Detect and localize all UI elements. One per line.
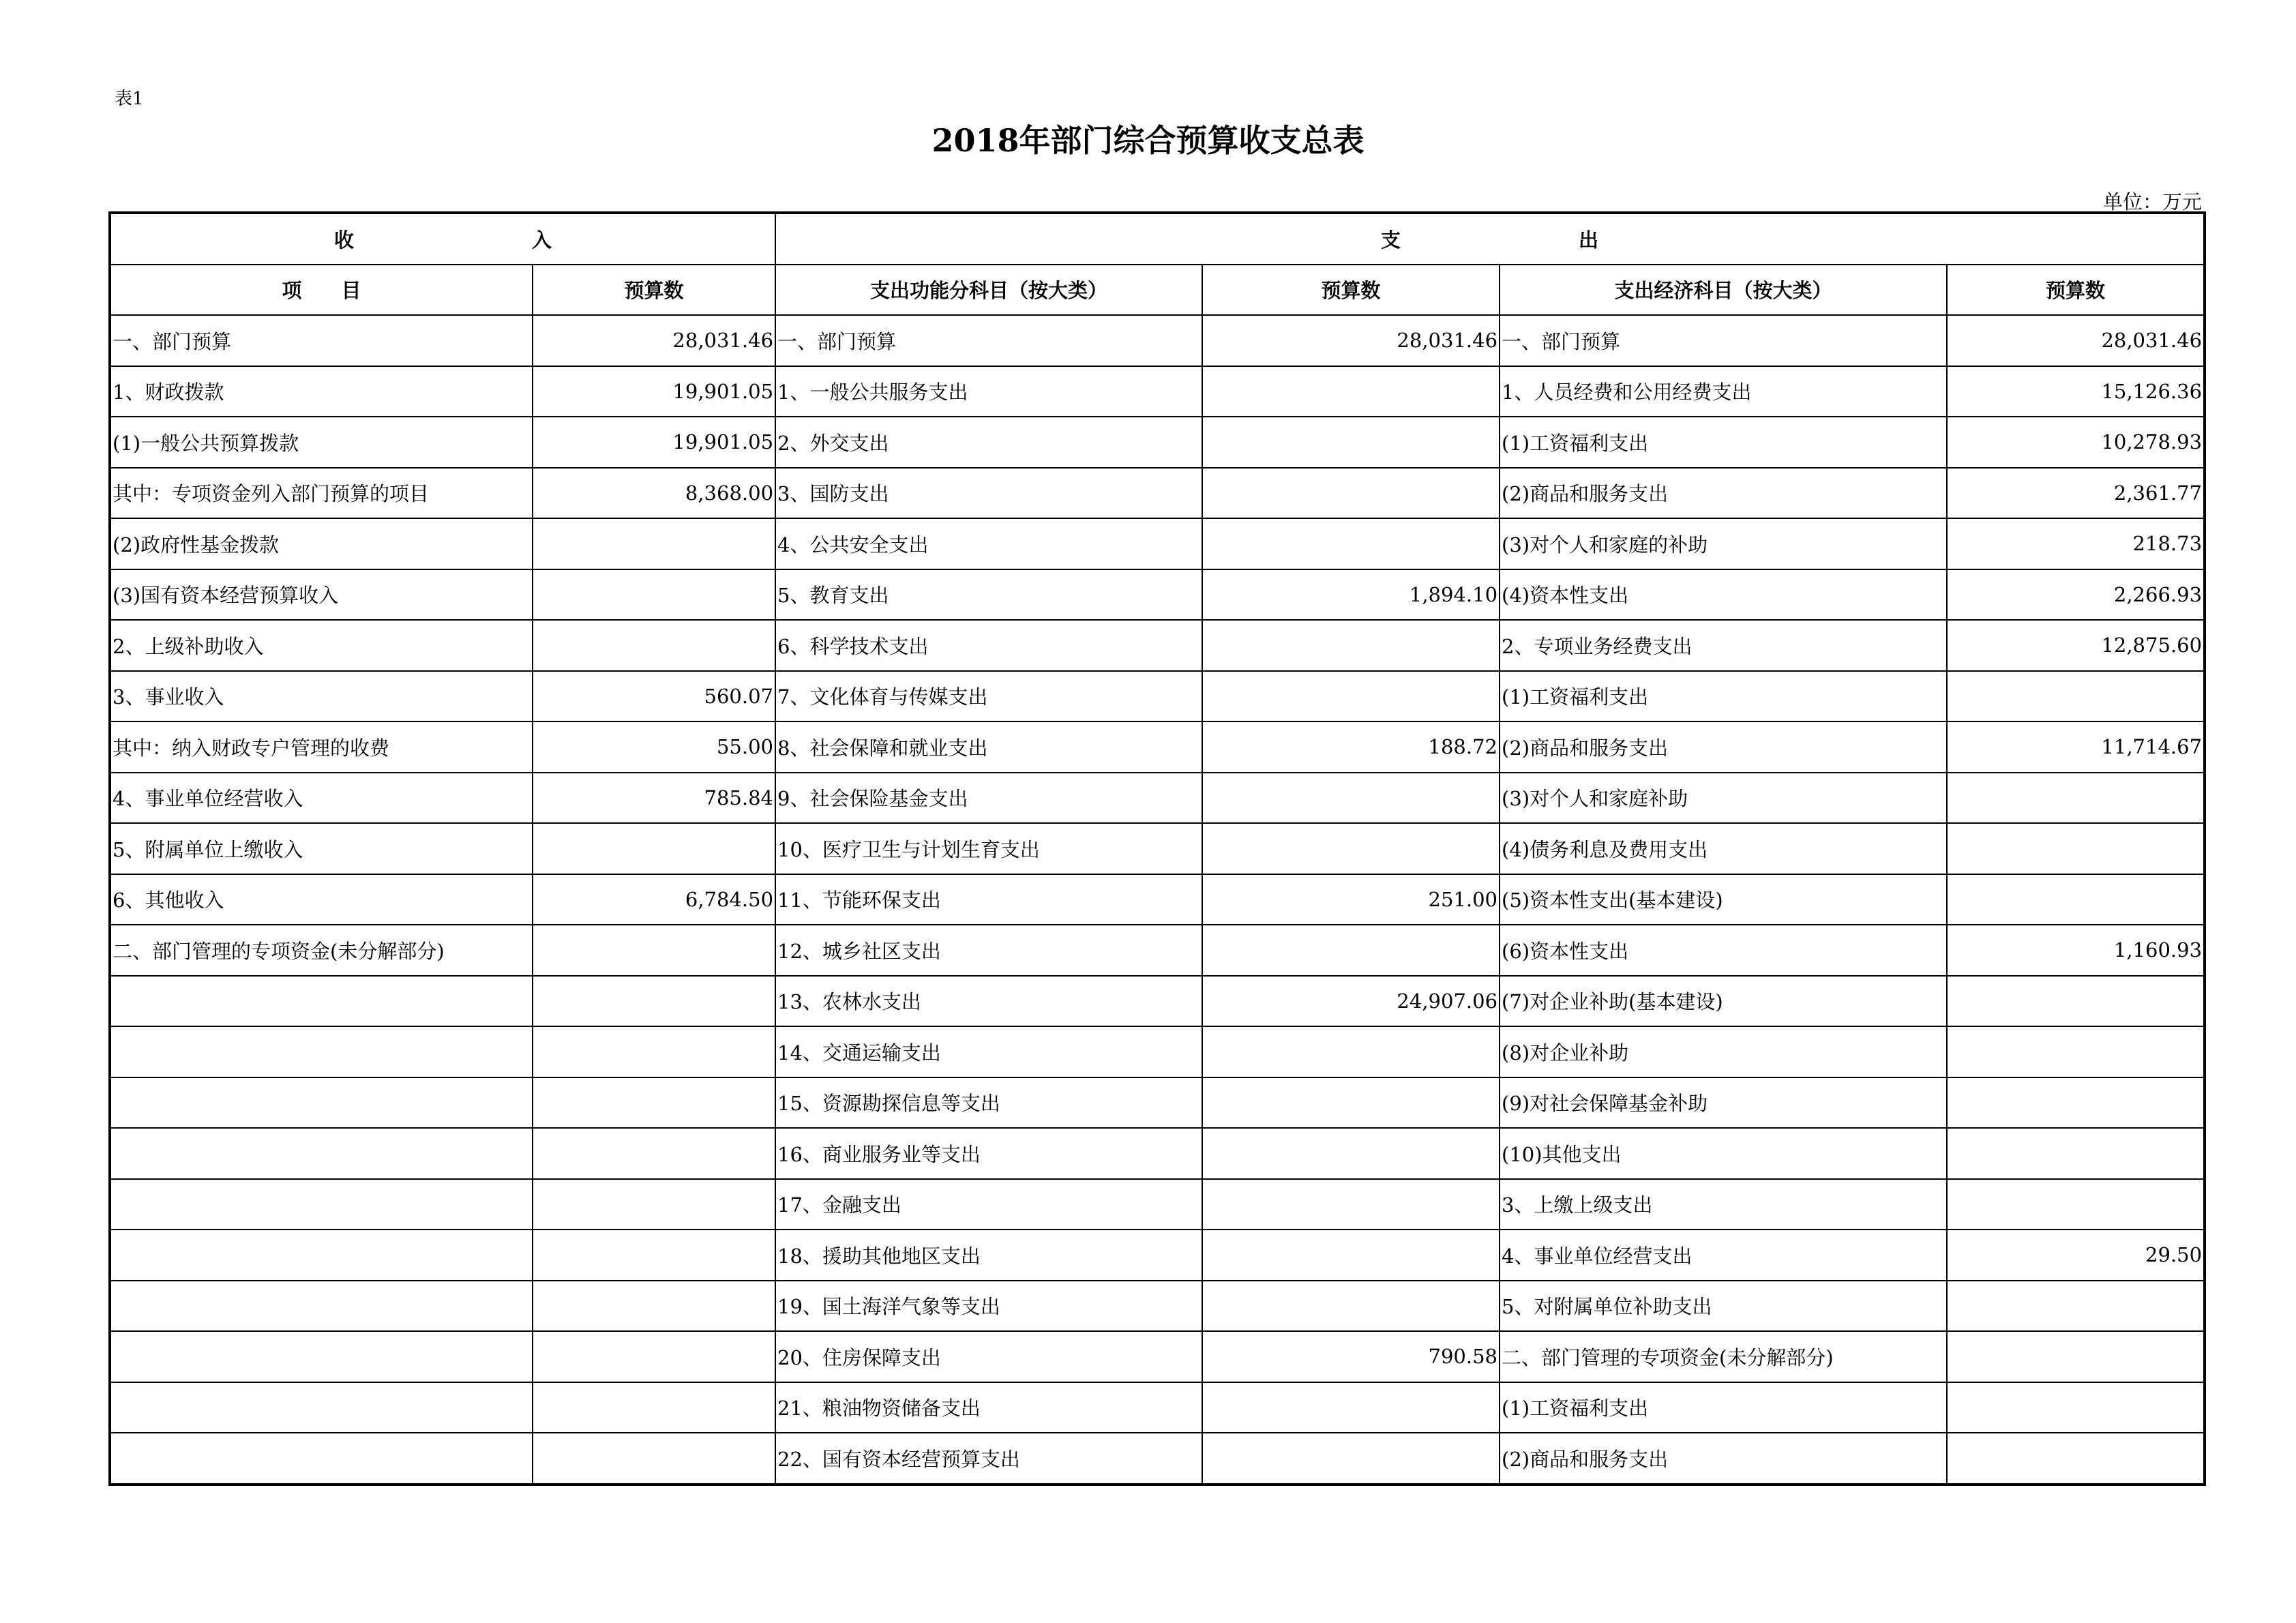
func-item-cell: 9、社会保险基金支出 [775,773,1202,824]
func-item-cell: 16、商业服务业等支出 [775,1128,1202,1179]
table-row [110,721,2205,773]
income-amount-cell: 560.07 [533,671,775,722]
func-item-cell: 17、金融支出 [775,1179,1202,1230]
col-header-income-budget: 预算数 [533,265,775,316]
func-amount-cell: 188.72 [1202,721,1500,773]
econ-amount-cell [1947,1433,2205,1485]
econ-item-cell: 二、部门管理的专项资金(未分解部分) [1500,1331,1947,1382]
table-row [110,468,2205,519]
func-amount-cell: 24,907.06 [1202,976,1500,1027]
econ-item-cell: (1)工资福利支出 [1500,417,1947,468]
econ-item-cell: (3)对个人和家庭的补助 [1500,518,1947,569]
func-amount-cell: 28,031.46 [1202,315,1500,366]
income-amount-cell: 8,368.00 [533,468,775,519]
econ-item-cell: (7)对企业补助(基本建设) [1500,976,1947,1027]
func-item-cell: 5、教育支出 [775,569,1202,621]
col-header-func: 支出功能分科目（按大类） [775,265,1202,316]
income-item-cell [110,1382,533,1433]
econ-item-cell: (4)债务利息及费用支出 [1500,823,1947,874]
income-header: 收 入 [110,213,775,265]
income-amount-cell [533,1077,775,1129]
income-amount-cell [533,1179,775,1230]
unit-label: 单位：万元 [2102,190,2202,213]
func-amount-cell [1202,1433,1500,1485]
income-item-cell: (3)国有资本经营预算收入 [110,569,533,621]
econ-amount-cell [1947,1077,2205,1129]
func-item-cell: 6、科学技术支出 [775,620,1202,671]
income-item-cell: (2)政府性基金拨款 [110,518,533,569]
func-amount-cell [1202,1179,1500,1230]
func-item-cell: 12、城乡社区支出 [775,925,1202,976]
econ-item-cell: (1)工资福利支出 [1500,1382,1947,1433]
econ-amount-cell: 218.73 [1947,518,2205,569]
func-item-cell: 20、住房保障支出 [775,1331,1202,1382]
econ-item-cell: 3、上缴上级支出 [1500,1179,1947,1230]
func-item-cell: 13、农林水支出 [775,976,1202,1027]
income-item-cell [110,1281,533,1332]
econ-item-cell: (1)工资福利支出 [1500,671,1947,722]
income-item-cell [110,1077,533,1129]
income-item-cell [110,1128,533,1179]
income-item-cell [110,1331,533,1382]
func-item-cell: 1、一般公共服务支出 [775,366,1202,417]
func-amount-cell [1202,1077,1500,1129]
col-header-item: 项 目 [110,265,533,316]
econ-amount-cell: 2,361.77 [1947,468,2205,519]
econ-item-cell: 5、对附属单位补助支出 [1500,1281,1947,1332]
func-amount-cell [1202,1281,1500,1332]
func-item-cell: 11、节能环保支出 [775,874,1202,925]
table-row [110,518,2205,569]
func-item-cell: 8、社会保障和就业支出 [775,721,1202,773]
table-row [110,976,2205,1027]
func-amount-cell: 1,894.10 [1202,569,1500,621]
econ-amount-cell [1947,1331,2205,1382]
func-item-cell: 7、文化体育与传媒支出 [775,671,1202,722]
income-item-cell: 二、部门管理的专项资金(未分解部分) [110,925,533,976]
econ-item-cell: (6)资本性支出 [1500,925,1947,976]
income-item-cell [110,1179,533,1230]
income-amount-cell [533,823,775,874]
econ-item-cell: (8)对企业补助 [1500,1026,1947,1077]
income-amount-cell: 28,031.46 [533,315,775,366]
econ-item-cell: (5)资本性支出(基本建设) [1500,874,1947,925]
income-item-cell: 一、部门预算 [110,315,533,366]
econ-item-cell: 4、事业单位经营支出 [1500,1230,1947,1281]
col-header-econ-budget: 预算数 [1947,265,2205,316]
income-amount-cell [533,569,775,621]
func-amount-cell [1202,1382,1500,1433]
income-amount-cell: 785.84 [533,773,775,824]
econ-amount-cell [1947,1179,2205,1230]
econ-amount-cell: 1,160.93 [1947,925,2205,976]
func-item-cell: 一、部门预算 [775,315,1202,366]
func-amount-cell [1202,925,1500,976]
table-row [110,417,2205,468]
func-amount-cell: 790.58 [1202,1331,1500,1382]
income-item-cell [110,976,533,1027]
income-amount-cell [533,620,775,671]
income-amount-cell [533,1433,775,1485]
econ-amount-cell [1947,1128,2205,1179]
func-amount-cell: 251.00 [1202,874,1500,925]
econ-item-cell: (2)商品和服务支出 [1500,1433,1947,1485]
income-amount-cell [533,518,775,569]
func-item-cell: 15、资源勘探信息等支出 [775,1077,1202,1129]
col-header-econ: 支出经济科目（按大类） [1500,265,1947,316]
table-row [110,569,2205,621]
income-amount-cell: 55.00 [533,721,775,773]
func-item-cell: 10、医疗卫生与计划生育支出 [775,823,1202,874]
func-amount-cell [1202,671,1500,722]
table-row [110,671,2205,722]
table-row [110,366,2205,417]
econ-item-cell: (2)商品和服务支出 [1500,468,1947,519]
income-amount-cell [533,1331,775,1382]
table-row [110,620,2205,671]
func-amount-cell [1202,620,1500,671]
econ-amount-cell [1947,976,2205,1027]
econ-amount-cell [1947,874,2205,925]
econ-amount-cell [1947,671,2205,722]
econ-amount-cell: 12,875.60 [1947,620,2205,671]
func-amount-cell [1202,1128,1500,1179]
table-row [110,773,2205,824]
income-item-cell: 3、事业收入 [110,671,533,722]
income-item-cell: 4、事业单位经营收入 [110,773,533,824]
table-row [110,874,2205,925]
econ-amount-cell: 15,126.36 [1947,366,2205,417]
table-row [110,1128,2205,1179]
func-amount-cell [1202,417,1500,468]
econ-amount-cell: 10,278.93 [1947,417,2205,468]
income-item-cell: 其中：专项资金列入部门预算的项目 [110,468,533,519]
income-amount-cell [533,976,775,1027]
budget-table [108,211,2206,1486]
table-row [110,1433,2205,1485]
income-amount-cell [533,925,775,976]
table-row [110,823,2205,874]
econ-amount-cell [1947,823,2205,874]
func-amount-cell [1202,518,1500,569]
econ-amount-cell: 2,266.93 [1947,569,2205,621]
econ-item-cell: 2、专项业务经费支出 [1500,620,1947,671]
func-item-cell: 4、公共安全支出 [775,518,1202,569]
func-amount-cell [1202,773,1500,824]
table-row [110,1331,2205,1382]
section-header-row [110,213,2205,265]
func-item-cell: 22、国有资本经营预算支出 [775,1433,1202,1485]
income-amount-cell [533,1026,775,1077]
income-amount-cell [533,1382,775,1433]
table-label: 表1 [115,89,144,109]
income-item-cell: 6、其他收入 [110,874,533,925]
income-amount-cell [533,1281,775,1332]
func-item-cell: 14、交通运输支出 [775,1026,1202,1077]
expense-header: 支 出 [775,213,2205,265]
page-title: 2018年部门综合预算收支总表 [931,122,1365,159]
income-amount-cell: 19,901.05 [533,417,775,468]
econ-item-cell: 一、部门预算 [1500,315,1947,366]
income-amount-cell [533,1230,775,1281]
econ-amount-cell [1947,1026,2205,1077]
table-row [110,1026,2205,1077]
table-row [110,925,2205,976]
func-amount-cell [1202,366,1500,417]
income-amount-cell: 6,784.50 [533,874,775,925]
econ-amount-cell [1947,1281,2205,1332]
econ-amount-cell: 11,714.67 [1947,721,2205,773]
func-item-cell: 2、外交支出 [775,417,1202,468]
col-header-func-budget: 预算数 [1202,265,1500,316]
econ-item-cell: (10)其他支出 [1500,1128,1947,1179]
income-amount-cell [533,1128,775,1179]
income-item-cell: (1)一般公共预算拨款 [110,417,533,468]
econ-amount-cell: 29.50 [1947,1230,2205,1281]
income-amount-cell: 19,901.05 [533,366,775,417]
table-row [110,1179,2205,1230]
table-row [110,315,2205,366]
func-item-cell: 19、国土海洋气象等支出 [775,1281,1202,1332]
func-amount-cell [1202,1026,1500,1077]
table-row [110,1382,2205,1433]
income-item-cell: 1、财政拨款 [110,366,533,417]
table-row [110,1077,2205,1129]
econ-item-cell: (4)资本性支出 [1500,569,1947,621]
func-item-cell: 21、粮油物资储备支出 [775,1382,1202,1433]
func-amount-cell [1202,468,1500,519]
income-item-cell: 其中：纳入财政专户管理的收费 [110,721,533,773]
column-header-row [110,265,2205,316]
func-amount-cell [1202,1230,1500,1281]
income-item-cell: 5、附属单位上缴收入 [110,823,533,874]
table-row [110,1230,2205,1281]
econ-amount-cell [1947,773,2205,824]
income-item-cell [110,1026,533,1077]
income-item-cell: 2、上级补助收入 [110,620,533,671]
func-item-cell: 3、国防支出 [775,468,1202,519]
econ-amount-cell: 28,031.46 [1947,315,2205,366]
econ-item-cell: 1、人员经费和公用经费支出 [1500,366,1947,417]
income-item-cell [110,1230,533,1281]
econ-item-cell: (9)对社会保障基金补助 [1500,1077,1947,1129]
func-item-cell: 18、援助其他地区支出 [775,1230,1202,1281]
func-amount-cell [1202,823,1500,874]
econ-item-cell: (2)商品和服务支出 [1500,721,1947,773]
table-row [110,1281,2205,1332]
econ-item-cell: (3)对个人和家庭补助 [1500,773,1947,824]
econ-amount-cell [1947,1382,2205,1433]
income-item-cell [110,1433,533,1485]
